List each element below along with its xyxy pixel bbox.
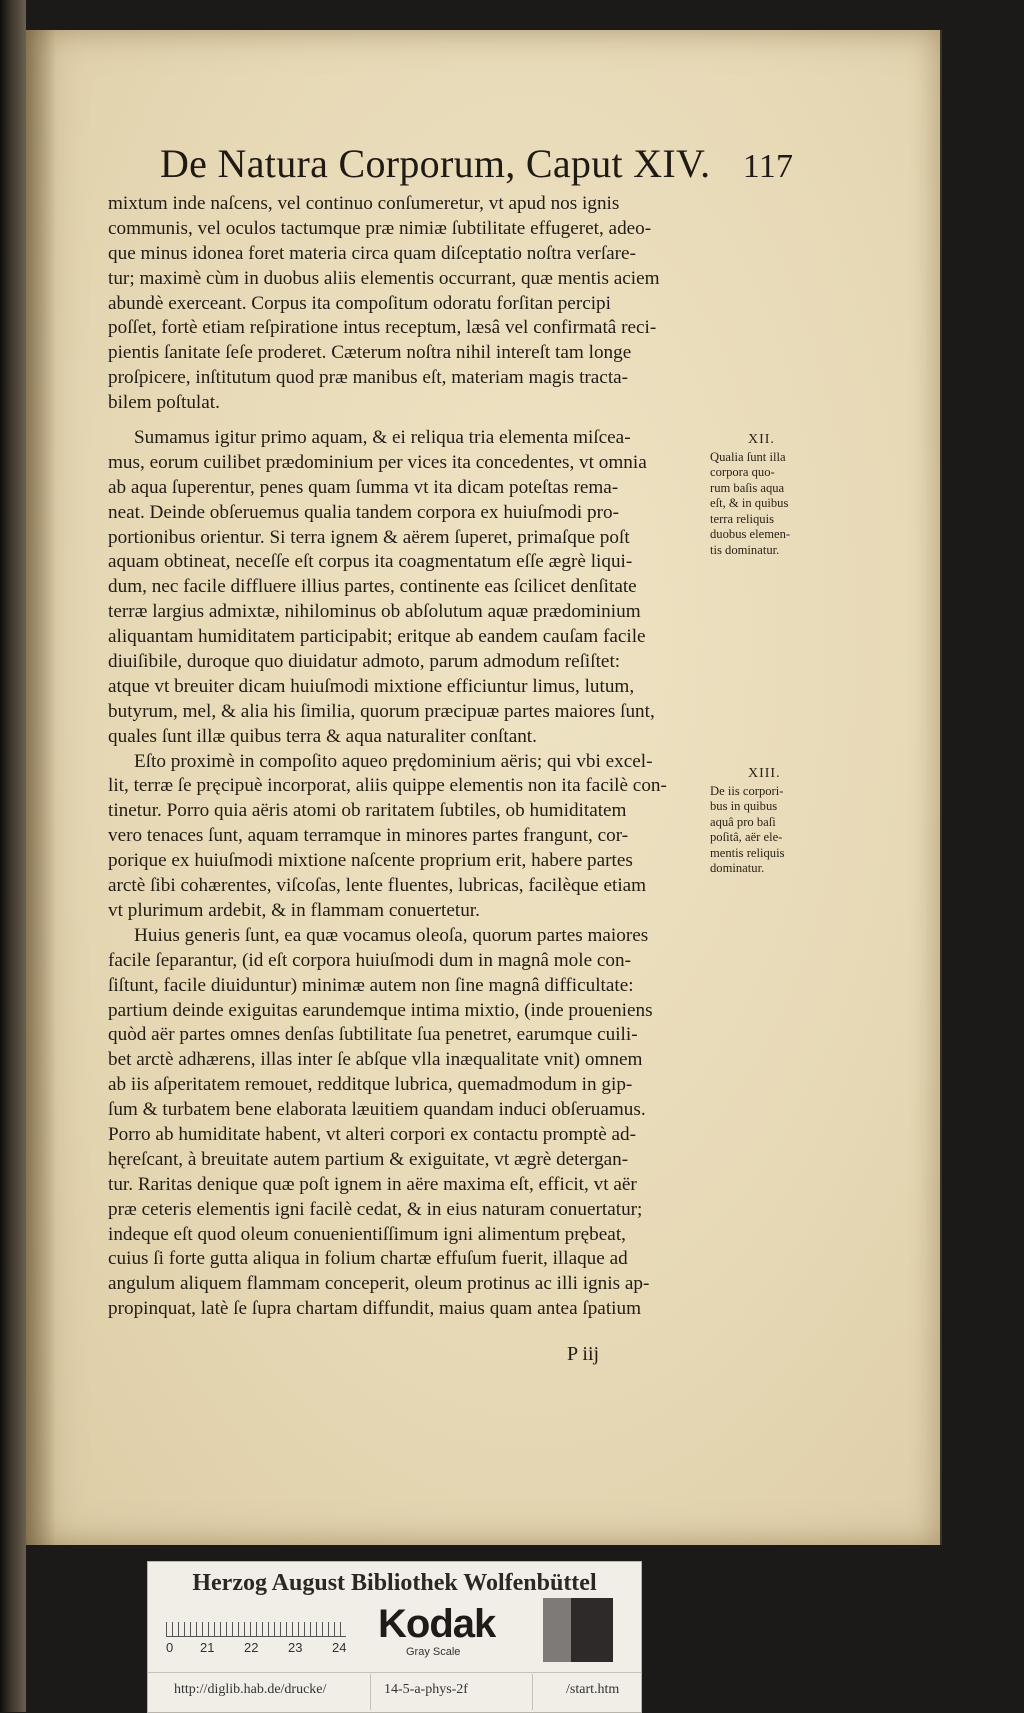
marginal-note-xii bbox=[710, 432, 825, 558]
text-line: dum, nec facile diffluere illius partes, continente eas ſcilicet denſitate bbox=[108, 576, 637, 598]
marginal-note-number: XIII. bbox=[748, 766, 781, 781]
ruler-labels bbox=[166, 1640, 356, 1656]
dark-patch bbox=[571, 1598, 613, 1662]
text-line: ſum & turbatem bene elaborata læuitiem quandam induci obſeruamus. bbox=[108, 1099, 646, 1121]
signature-mark: P iij bbox=[567, 1343, 600, 1365]
text-line: Porro ab humiditate habent, vt alteri corpori ex contactu promptè ad- bbox=[108, 1123, 637, 1145]
text-line: pientis ſanitate ſeſe proderet. Cæterum noſtra nihil intereſt tam longe bbox=[108, 342, 632, 364]
kodak-logo: Kodak bbox=[378, 1602, 496, 1646]
marginal-note-line: De iis corpori- bbox=[710, 783, 784, 798]
running-head bbox=[160, 140, 794, 187]
library-color-card bbox=[147, 1561, 642, 1713]
text-line: Huius generis ſunt, ea quæ vocamus oleoſa, quorum partes maiores bbox=[134, 924, 649, 946]
ruler-label: 23 bbox=[288, 1640, 303, 1655]
text-line: cuius ſi forte gutta aliqua in folium chartæ effuſum fuerit, illaque ad bbox=[108, 1248, 628, 1270]
text-line: terræ largius admixtæ, nihilominus ob abſolutum aquæ prædominium bbox=[108, 601, 641, 623]
scale-ruler bbox=[166, 1606, 346, 1637]
text-line: lit, terræ ſe pręcipuè incorporat, aliis quippe elementis non ita facilè con- bbox=[108, 775, 667, 797]
text-line: butyrum, mel, & alia his ſimilia, quorum præcipuæ partes maiores ſunt, bbox=[108, 700, 655, 722]
text-line: bet arctè adhærens, illas inter ſe abſque vlla inæqualitate vnit) omnem bbox=[108, 1049, 643, 1071]
text-line: vt plurimum ardebit, & in flammam conuertetur. bbox=[108, 899, 480, 921]
text-line: tinetur. Porro quia aëris atomi ob raritatem ſubtiles, ob humiditatem bbox=[108, 800, 627, 822]
page-number: 117 bbox=[742, 148, 794, 185]
text-line: ſiſtunt, facile diuiduntur) minimæ autem non ſine magnâ difficultate: bbox=[108, 974, 634, 996]
text-line: ab aqua ſuperentur, penes quam ſumma vt ita dicam poteſtas rema- bbox=[108, 476, 619, 498]
marginal-note-line: duobus elemen- bbox=[710, 527, 791, 541]
marginal-note-line: Qualia ſunt illa bbox=[710, 449, 786, 464]
text-line: ab iis aſperitatem remouet, redditque lubrica, quemadmodum in gip- bbox=[108, 1074, 633, 1096]
text-line: aliquantam humiditatem participabit; eritque ab eandem cauſam facile bbox=[108, 626, 646, 648]
marginal-note-line: eſt, & in quibus bbox=[710, 496, 789, 510]
text-line: propinquat, latè ſe ſupra chartam diffundit, maius quam antea ſpatium bbox=[108, 1298, 642, 1320]
ruler-label: 24 bbox=[332, 1640, 347, 1655]
marginal-note-line: tis dominatur. bbox=[710, 542, 780, 557]
ruler-label: 22 bbox=[244, 1640, 259, 1655]
text-line: poſſet, fortè etiam reſpiratione intus receptum, læsâ vel confirmatâ reci- bbox=[108, 317, 657, 339]
text-line: Sumamus igitur primo aquam, & ei reliqua tria elementa miſcea- bbox=[134, 427, 631, 449]
text-line: portionibus orientur. Si terra ignem & aërem ſuperet, primaſque poſt bbox=[108, 526, 630, 548]
text-line: abundè exerceant. Corpus ita compoſitum odoratu forſitan percipi bbox=[108, 292, 611, 314]
ruler-label: 21 bbox=[200, 1640, 215, 1655]
marginal-note-line: bus in quibus bbox=[710, 799, 778, 813]
text-line: arctè ſibi cohærentes, viſcoſas, lente fluentes, lubricas, facilèque etiam bbox=[108, 875, 647, 897]
marginal-note-xiii bbox=[710, 766, 825, 877]
marginal-note-line: rum baſis aqua bbox=[710, 480, 785, 495]
marginal-note-line: corpora quo- bbox=[710, 465, 775, 479]
gutter-shadow bbox=[26, 30, 56, 1545]
text-line: Eſto proximè in compoſito aqueo prędominium aëris; qui vbi excel- bbox=[134, 750, 653, 772]
facing-page-edge bbox=[0, 0, 26, 1712]
url-suffix: /start.htm bbox=[566, 1682, 620, 1697]
text-line: facile ſeparantur, (id eſt corpora huiuſmodi dum in magnâ mole con- bbox=[108, 949, 631, 971]
url-divider bbox=[370, 1674, 371, 1710]
library-name: Herzog August Bibliothek Wolfenbüttel bbox=[192, 1570, 597, 1596]
text-line: proſpicere, inſtitutum quod præ manibus eſt, materiam magis tracta- bbox=[108, 367, 629, 389]
marginal-note-line: terra reliquis bbox=[710, 511, 774, 526]
text-line: atque vt breuiter dicam huiuſmodi mixtione efficiuntur limus, lutum, bbox=[108, 675, 635, 697]
running-head-title: De Natura Corporum, Caput XIV. bbox=[160, 141, 711, 186]
text-line: aquam obtineat, neceſſe eſt corpus ita coagmentatum eſſe ægrè liqui- bbox=[108, 551, 633, 573]
marginal-note-line: dominatur. bbox=[710, 861, 765, 875]
url-base: http://diglib.hab.de/drucke/ bbox=[174, 1682, 327, 1697]
text-line: quales ſunt illæ quibus terra & aqua naturaliter conſtant. bbox=[108, 725, 537, 747]
text-line: hęreſcant, à breuitate autem partium & exiguitate, vt ægrè detergan- bbox=[108, 1148, 629, 1170]
marginal-note-line: poſitâ, aër ele- bbox=[710, 830, 783, 844]
text-line: præ ceteris elementis igni facilè cedat, & in eius naturam conuertatur; bbox=[108, 1198, 643, 1220]
text-line: vero tenaces ſunt, aquam terramque in minores partes frangunt, cor- bbox=[108, 825, 629, 847]
text-line: tur; maximè cùm in duobus aliis elementis occurrant, quæ mentis aciem bbox=[108, 267, 660, 289]
marginal-note-line: aquâ pro baſi bbox=[710, 814, 776, 829]
text-line: quòd aër partes omnes denſas ſubtilitate ſua penetret, earumque cuili- bbox=[108, 1024, 638, 1046]
text-line: que minus idonea foret materia circa quam diſceptatio noſtra verſare- bbox=[108, 242, 636, 264]
marginal-note-number: XII. bbox=[748, 432, 775, 447]
marginal-note-line: mentis reliquis bbox=[710, 845, 785, 860]
url-divider bbox=[532, 1674, 533, 1710]
text-line: diuiſibile, duroque quo diuidatur admoto, parum admodum reſiſtet: bbox=[108, 651, 621, 673]
body-text bbox=[108, 192, 713, 1322]
gray-patch bbox=[543, 1598, 571, 1662]
text-line: angulum aliquem flammam conceperit, oleum protinus ac illi ignis ap- bbox=[108, 1273, 650, 1295]
text-line: neat. Deinde obſeruemus qualia tandem corpora ex huiuſmodi pro- bbox=[108, 501, 619, 523]
text-line: communis, vel oculos tactumque præ nimiæ ſubtilitate effugeret, adeo- bbox=[108, 217, 652, 239]
gray-scale-label: Gray Scale bbox=[406, 1646, 461, 1658]
text-line: indeque eſt quod oleum conuenientiſſimum igni alimentum prębeat, bbox=[108, 1223, 626, 1245]
ruler-label: 0 bbox=[166, 1640, 174, 1655]
text-line: bilem poſtulat. bbox=[108, 392, 220, 414]
url-signature: 14-5-a-phys-2f bbox=[384, 1682, 468, 1697]
text-line: tur. Raritas denique quæ poſt ignem in aëre maxima eſt, efficit, vt aër bbox=[108, 1173, 637, 1195]
text-line: partium deinde exiguitas earundemque intima mixtio, (inde proueniens bbox=[108, 999, 653, 1021]
text-line: mus, eorum cuilibet prædominium per vices ita concedentes, vt omnia bbox=[108, 451, 647, 473]
text-line: porique ex huiuſmodi mixtione naſcente proprium erit, habere partes bbox=[108, 850, 633, 872]
card-divider bbox=[148, 1672, 641, 1673]
text-line: mixtum inde naſcens, vel continuo conſumeretur, vt apud nos ignis bbox=[108, 193, 620, 214]
